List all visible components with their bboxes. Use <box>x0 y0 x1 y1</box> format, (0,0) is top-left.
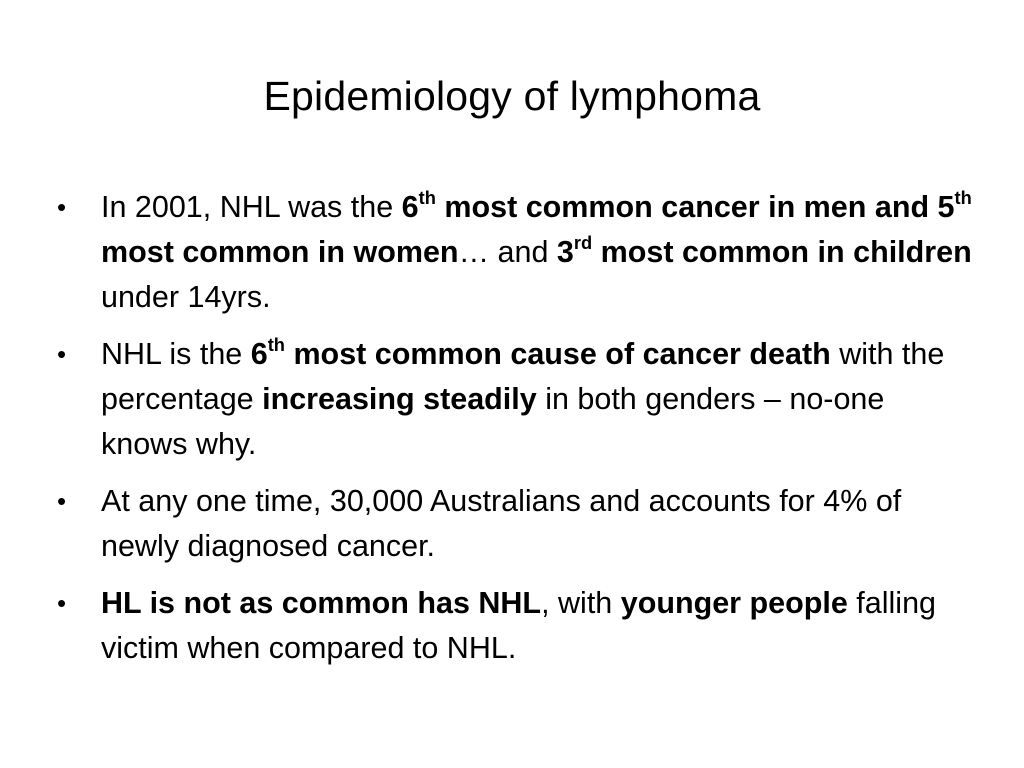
text-run: NHL is the <box>101 337 251 371</box>
bullet-text <box>101 334 945 461</box>
text-run: in both genders – no-one knows why. <box>101 382 885 461</box>
bullet-list <box>57 185 972 671</box>
bold-text: most common cancer in men and 5 <box>435 190 955 224</box>
ordinal-suffix: rd <box>573 232 593 254</box>
bullet-icon: • <box>57 339 67 369</box>
bullet-icon: • <box>57 192 67 222</box>
bullet-item <box>57 332 972 467</box>
bold-text: most common in women <box>101 235 459 269</box>
text-run: … and <box>458 235 557 269</box>
slide-title: Epidemiology of lymphoma <box>263 73 761 119</box>
text-run: In 2001, NHL was the <box>101 190 402 224</box>
bullet-item <box>57 479 972 569</box>
bold-text: younger people <box>620 586 848 620</box>
bold-text: 6 <box>250 337 268 371</box>
text-run: with the percentage <box>101 337 945 416</box>
bold-text: HL is not as common has NHL <box>101 586 542 620</box>
bold-text: increasing steadily <box>262 382 537 416</box>
ordinal-suffix: th <box>418 187 436 209</box>
bold-text: 6 <box>401 190 419 224</box>
bullet-icon: • <box>57 588 67 618</box>
text-run: falling victim when compared to NHL. <box>101 586 936 665</box>
bold-text: most common in children <box>592 235 972 269</box>
text-run: At any one time, 30,000 Australians and accounts for 4% of newly diagnosed cancer. <box>101 484 902 563</box>
bullet-item <box>57 185 972 320</box>
bullet-text <box>101 484 901 563</box>
bullet-item <box>57 581 972 671</box>
bullet-text <box>101 586 936 665</box>
bullet-text <box>101 187 972 314</box>
text-run: under 14yrs. <box>101 280 271 314</box>
bold-text: 3 <box>556 235 574 269</box>
ordinal-suffix: th <box>267 334 285 356</box>
text-run: , with <box>541 586 621 620</box>
ordinal-suffix: th <box>954 187 972 209</box>
bold-text: most common cause of cancer death <box>284 337 831 371</box>
bullet-icon: • <box>57 486 67 516</box>
